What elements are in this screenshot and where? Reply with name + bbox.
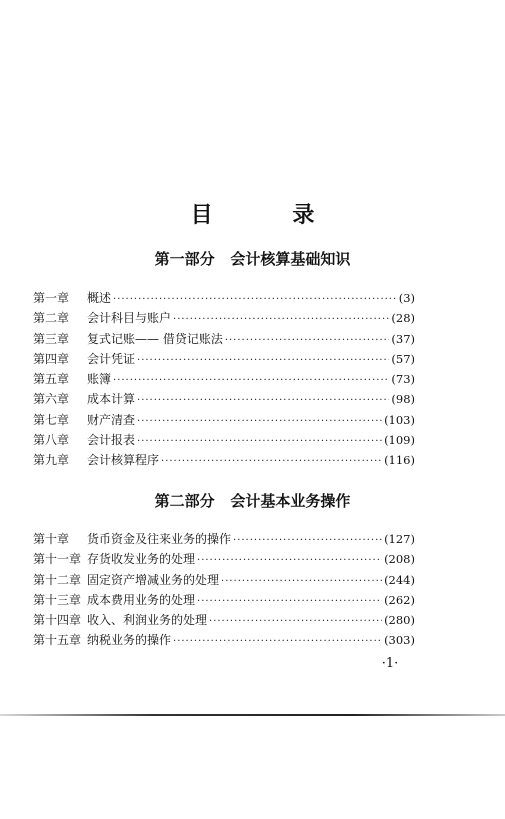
chapter-title: 固定资产增减业务的处理 (87, 572, 220, 587)
part-heading: 第二部分 会计基本业务操作 (154, 492, 351, 510)
chapter-number: 第一章 (33, 291, 70, 305)
chapter-number: 第二章 (33, 311, 70, 326)
chapter-number: 第六章 (33, 392, 70, 407)
page-ref: (109) (384, 433, 415, 448)
page-ref: (73) (391, 372, 415, 387)
toc-entry[interactable] (33, 369, 415, 389)
dot-leader (197, 551, 382, 571)
chapter-title: 账簿 (87, 372, 112, 387)
chapter-title: 会计核算程序 (87, 453, 160, 468)
chapter-title: 存货收发业务的处理 (87, 552, 196, 567)
chapter-number: 第十一章 (33, 552, 82, 567)
chapter-number: 第四章 (33, 351, 70, 366)
chapter-title: 会计科目与账户 (87, 311, 172, 326)
chapter-number: 第十三章 (33, 592, 82, 607)
dot-leader (113, 371, 389, 391)
toc-entry[interactable] (33, 329, 415, 349)
dot-leader (173, 632, 382, 652)
page-ref: (57) (391, 351, 415, 366)
toc-entry[interactable] (33, 450, 415, 470)
page-ref: (280) (384, 613, 415, 628)
toc-entry[interactable] (33, 430, 415, 450)
dot-leader (113, 290, 397, 310)
page-ref: (127) (384, 532, 415, 546)
page-ref: (303) (384, 633, 415, 648)
dot-leader (197, 592, 382, 612)
chapter-title: 概述 (87, 291, 112, 305)
chapter-title: 成本计算 (87, 392, 136, 407)
dot-leader (221, 572, 382, 592)
bottom-rule (0, 714, 505, 716)
chapter-title: 收入、利润业务的处理 (87, 613, 208, 628)
toc-entry[interactable] (33, 630, 415, 650)
toc-entry[interactable] (33, 529, 415, 549)
page-ref: (208) (384, 552, 415, 567)
page-ref: (116) (384, 453, 415, 468)
toc-entry[interactable] (33, 349, 415, 369)
chapter-number: 第七章 (33, 412, 70, 427)
toc-list-part-2 (33, 529, 415, 651)
chapter-title: 会计凭证 (87, 351, 136, 366)
page-ref: (103) (384, 412, 415, 427)
page-number: ·1· (381, 656, 399, 671)
page-ref: (244) (384, 572, 415, 587)
chapter-title: 财产清查 (87, 412, 136, 427)
chapter-number: 第九章 (33, 453, 70, 468)
toc-list-part-1 (33, 288, 415, 471)
chapter-number: 第十五章 (33, 633, 82, 648)
dot-leader (137, 412, 382, 432)
chapter-title: 会计报表 (87, 433, 136, 448)
chapter-title: 货币资金及往来业务的操作 (87, 532, 232, 546)
chapter-number: 第三章 (33, 331, 70, 346)
page-title: 目 录 (190, 203, 351, 228)
chapter-number: 第十章 (33, 532, 70, 546)
part-heading: 第一部分 会计核算基础知识 (154, 250, 351, 268)
dot-leader (137, 351, 389, 371)
toc-entry[interactable] (33, 610, 415, 630)
toc-entry[interactable] (33, 389, 415, 409)
toc-entry[interactable] (33, 410, 415, 430)
page-ref: (28) (391, 311, 415, 326)
chapter-title: 成本费用业务的处理 (87, 592, 196, 607)
dot-leader (173, 310, 389, 330)
dot-leader (137, 432, 382, 452)
page-ref: (3) (398, 291, 415, 305)
dot-leader (137, 391, 389, 411)
toc-entry[interactable] (33, 288, 415, 308)
chapter-number: 第十二章 (33, 572, 82, 587)
chapter-title: 纳税业务的操作 (87, 633, 172, 648)
page-ref: (37) (391, 331, 415, 346)
dot-leader (225, 331, 390, 351)
dot-leader (161, 452, 382, 472)
toc-entry[interactable] (33, 549, 415, 569)
toc-entry[interactable] (33, 570, 415, 590)
dot-leader (209, 612, 382, 632)
chapter-number: 第十四章 (33, 613, 82, 628)
page-ref: (262) (384, 592, 415, 607)
page-ref: (98) (391, 392, 415, 407)
toc-entry[interactable] (33, 308, 415, 328)
toc-entry[interactable] (33, 590, 415, 610)
chapter-number: 第八章 (33, 433, 70, 448)
chapter-title: 复式记账—— 借贷记账法 (87, 331, 223, 346)
chapter-number: 第五章 (33, 372, 70, 387)
dot-leader (233, 531, 382, 551)
